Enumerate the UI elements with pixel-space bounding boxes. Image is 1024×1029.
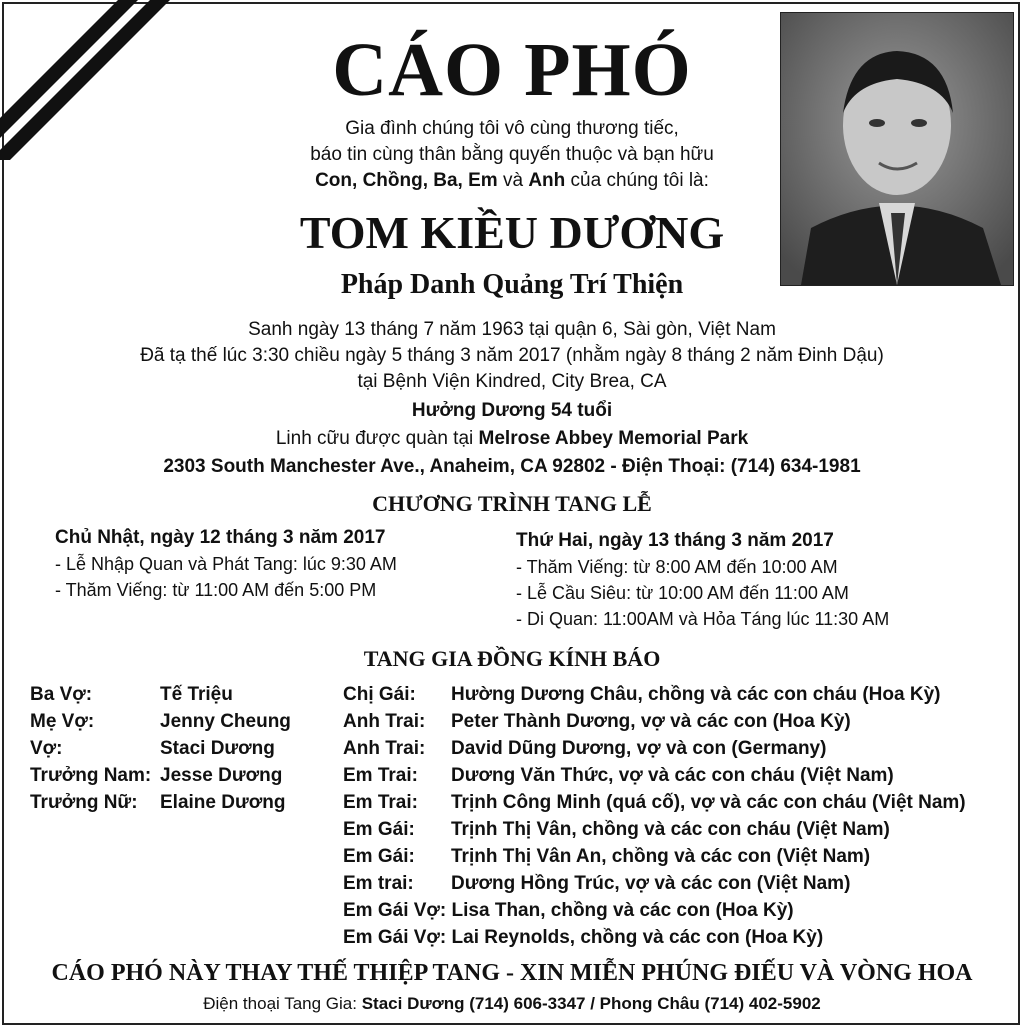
family-name: Dương Hồng Trúc, vợ và các con (Việt Nam) [451,873,851,894]
family-relation: Trưởng Nam: [30,765,152,786]
family-member [343,924,966,951]
family-member [30,789,291,816]
family-name: Tế Triệu [160,684,233,705]
program-day-1-item: - Thăm Viếng: từ 11:00 AM đến 5:00 PM [55,580,377,600]
family-member [30,762,291,789]
footer-phone-contacts: Staci Dương (714) 606-3347 / Phong Châu (714) 402-5902 [361,994,821,1013]
age-info: Hưởng Dương 54 tuổi [411,400,613,421]
portrait-image-icon [781,13,1013,285]
family-member [343,843,966,870]
family-name: Peter Thành Dương, vợ và các con (Hoa Kỳ) [451,711,851,732]
program-day-2-item: - Di Quan: 11:00AM và Hỏa Táng lúc 11:30 AM [516,609,890,629]
family-member-full: Em Gái Vợ: Lai Reynolds, chồng và các con (Hoa Kỳ) [343,927,824,948]
resting-info [0,425,1024,452]
family-relation: Anh Trai: [343,711,426,732]
family-member [30,735,291,762]
birth-info: Sanh ngày 13 tháng 7 năm 1963 tại quận 6, Sài gòn, Việt Nam [248,319,776,340]
family-left-list [30,681,291,816]
intro-rest: của chúng tôi là: [565,170,709,191]
deceased-name: TOM KIỀU DƯƠNG [299,207,725,258]
family-right-list [343,681,966,951]
intro-relation-brother: Anh [528,170,566,191]
family-name: Dương Văn Thức, vợ và các con cháu (Việt Nam) [451,765,894,786]
family-relation: Ba Vợ: [30,684,93,705]
family-relation: Chị Gái: [343,684,416,705]
family-relation: Mẹ Vợ: [30,711,95,732]
intro-and: và [497,170,529,191]
dharma-name: Pháp Danh Quảng Trí Thiện [340,269,684,300]
program-day-1-date: Chủ Nhật, ngày 12 tháng 3 năm 2017 [55,527,386,548]
family-title: TANG GIA ĐỒNG KÍNH BÁO [363,646,661,671]
program-day-2 [516,528,889,632]
family-name: Jesse Dương [160,765,283,786]
program-day-2-date: Thứ Hai, ngày 13 tháng 3 năm 2017 [516,530,834,551]
family-name: Jenny Cheung [160,711,291,732]
family-member [30,681,291,708]
family-name: Trịnh Thị Vân An, chồng và các con (Việt Nam) [451,846,871,867]
passing-place: tại Bệnh Viện Kindred, City Brea, CA [357,371,667,392]
family-member [343,762,966,789]
resting-prefix: Linh cữu được quàn tại [275,428,479,449]
family-name: Staci Dương [160,738,275,759]
portrait-photo [780,12,1014,286]
family-name: Hường Dương Châu, chồng và các con cháu (Hoa Kỳ) [451,684,941,705]
family-member [343,870,966,897]
family-member [343,708,966,735]
address-info: 2303 South Manchester Ave., Anaheim, CA 92802 - Điện Thoại: (714) 634-1981 [163,456,861,477]
footer-phone-prefix: Điện thoại Tang Gia: [203,994,362,1013]
family-relation: Em Gái: [343,819,415,840]
family-member [343,897,966,924]
family-relation: Anh Trai: [343,738,426,759]
family-name: Trịnh Thị Vân, chồng và các con cháu (Việt Nam) [451,819,890,840]
family-member [343,735,966,762]
family-name: Trịnh Công Minh (quá cố), vợ và các con cháu (Việt Nam) [451,792,966,813]
program-day-1 [55,525,397,603]
family-member-full: Em Gái Vợ: Lisa Than, chồng và các con (Hoa Kỳ) [343,900,794,921]
intro-line-2: báo tin cùng thân bằng quyến thuộc và bạn hữu [310,144,714,165]
family-member [343,681,966,708]
family-relation: Em Trai: [343,765,418,786]
family-member [343,816,966,843]
program-title: CHƯƠNG TRÌNH TANG LỄ [372,491,652,516]
family-relation: Em Trai: [343,792,418,813]
program-day-1-item: - Lễ Nhập Quan và Phát Tang: lúc 9:30 AM [55,554,397,574]
program-day-2-item: - Thăm Viếng: từ 8:00 AM đến 10:00 AM [516,557,838,577]
resting-place: Melrose Abbey Memorial Park [478,428,749,449]
footer-phone [0,994,1024,1014]
passing-info: Đã tạ thế lúc 3:30 chiều ngày 5 tháng 3 năm 2017 (nhằm ngày 8 tháng 2 năm Đinh Dậu) [140,345,884,366]
family-member [343,789,966,816]
family-relation: Vợ: [30,738,63,759]
family-member [30,708,291,735]
footer-notice: CÁO PHÓ NÀY THAY THẾ THIỆP TANG - XIN MIỄN PHÚNG ĐIẾU VÀ VÒNG HOA [51,960,973,986]
family-name: David Dũng Dương, vợ và con (Germany) [451,738,827,759]
family-relation: Em Gái: [343,846,415,867]
family-name: Elaine Dương [160,792,286,813]
page-title: CÁO PHÓ [332,28,692,112]
program-day-2-item: - Lễ Cầu Siêu: từ 10:00 AM đến 11:00 AM [516,583,849,603]
intro-relations: Con, Chồng, Ba, Em [315,170,498,191]
family-relation: Em trai: [343,873,414,894]
family-relation: Trưởng Nữ: [30,792,138,813]
intro-line-1: Gia đình chúng tôi vô cùng thương tiếc, [345,118,679,139]
